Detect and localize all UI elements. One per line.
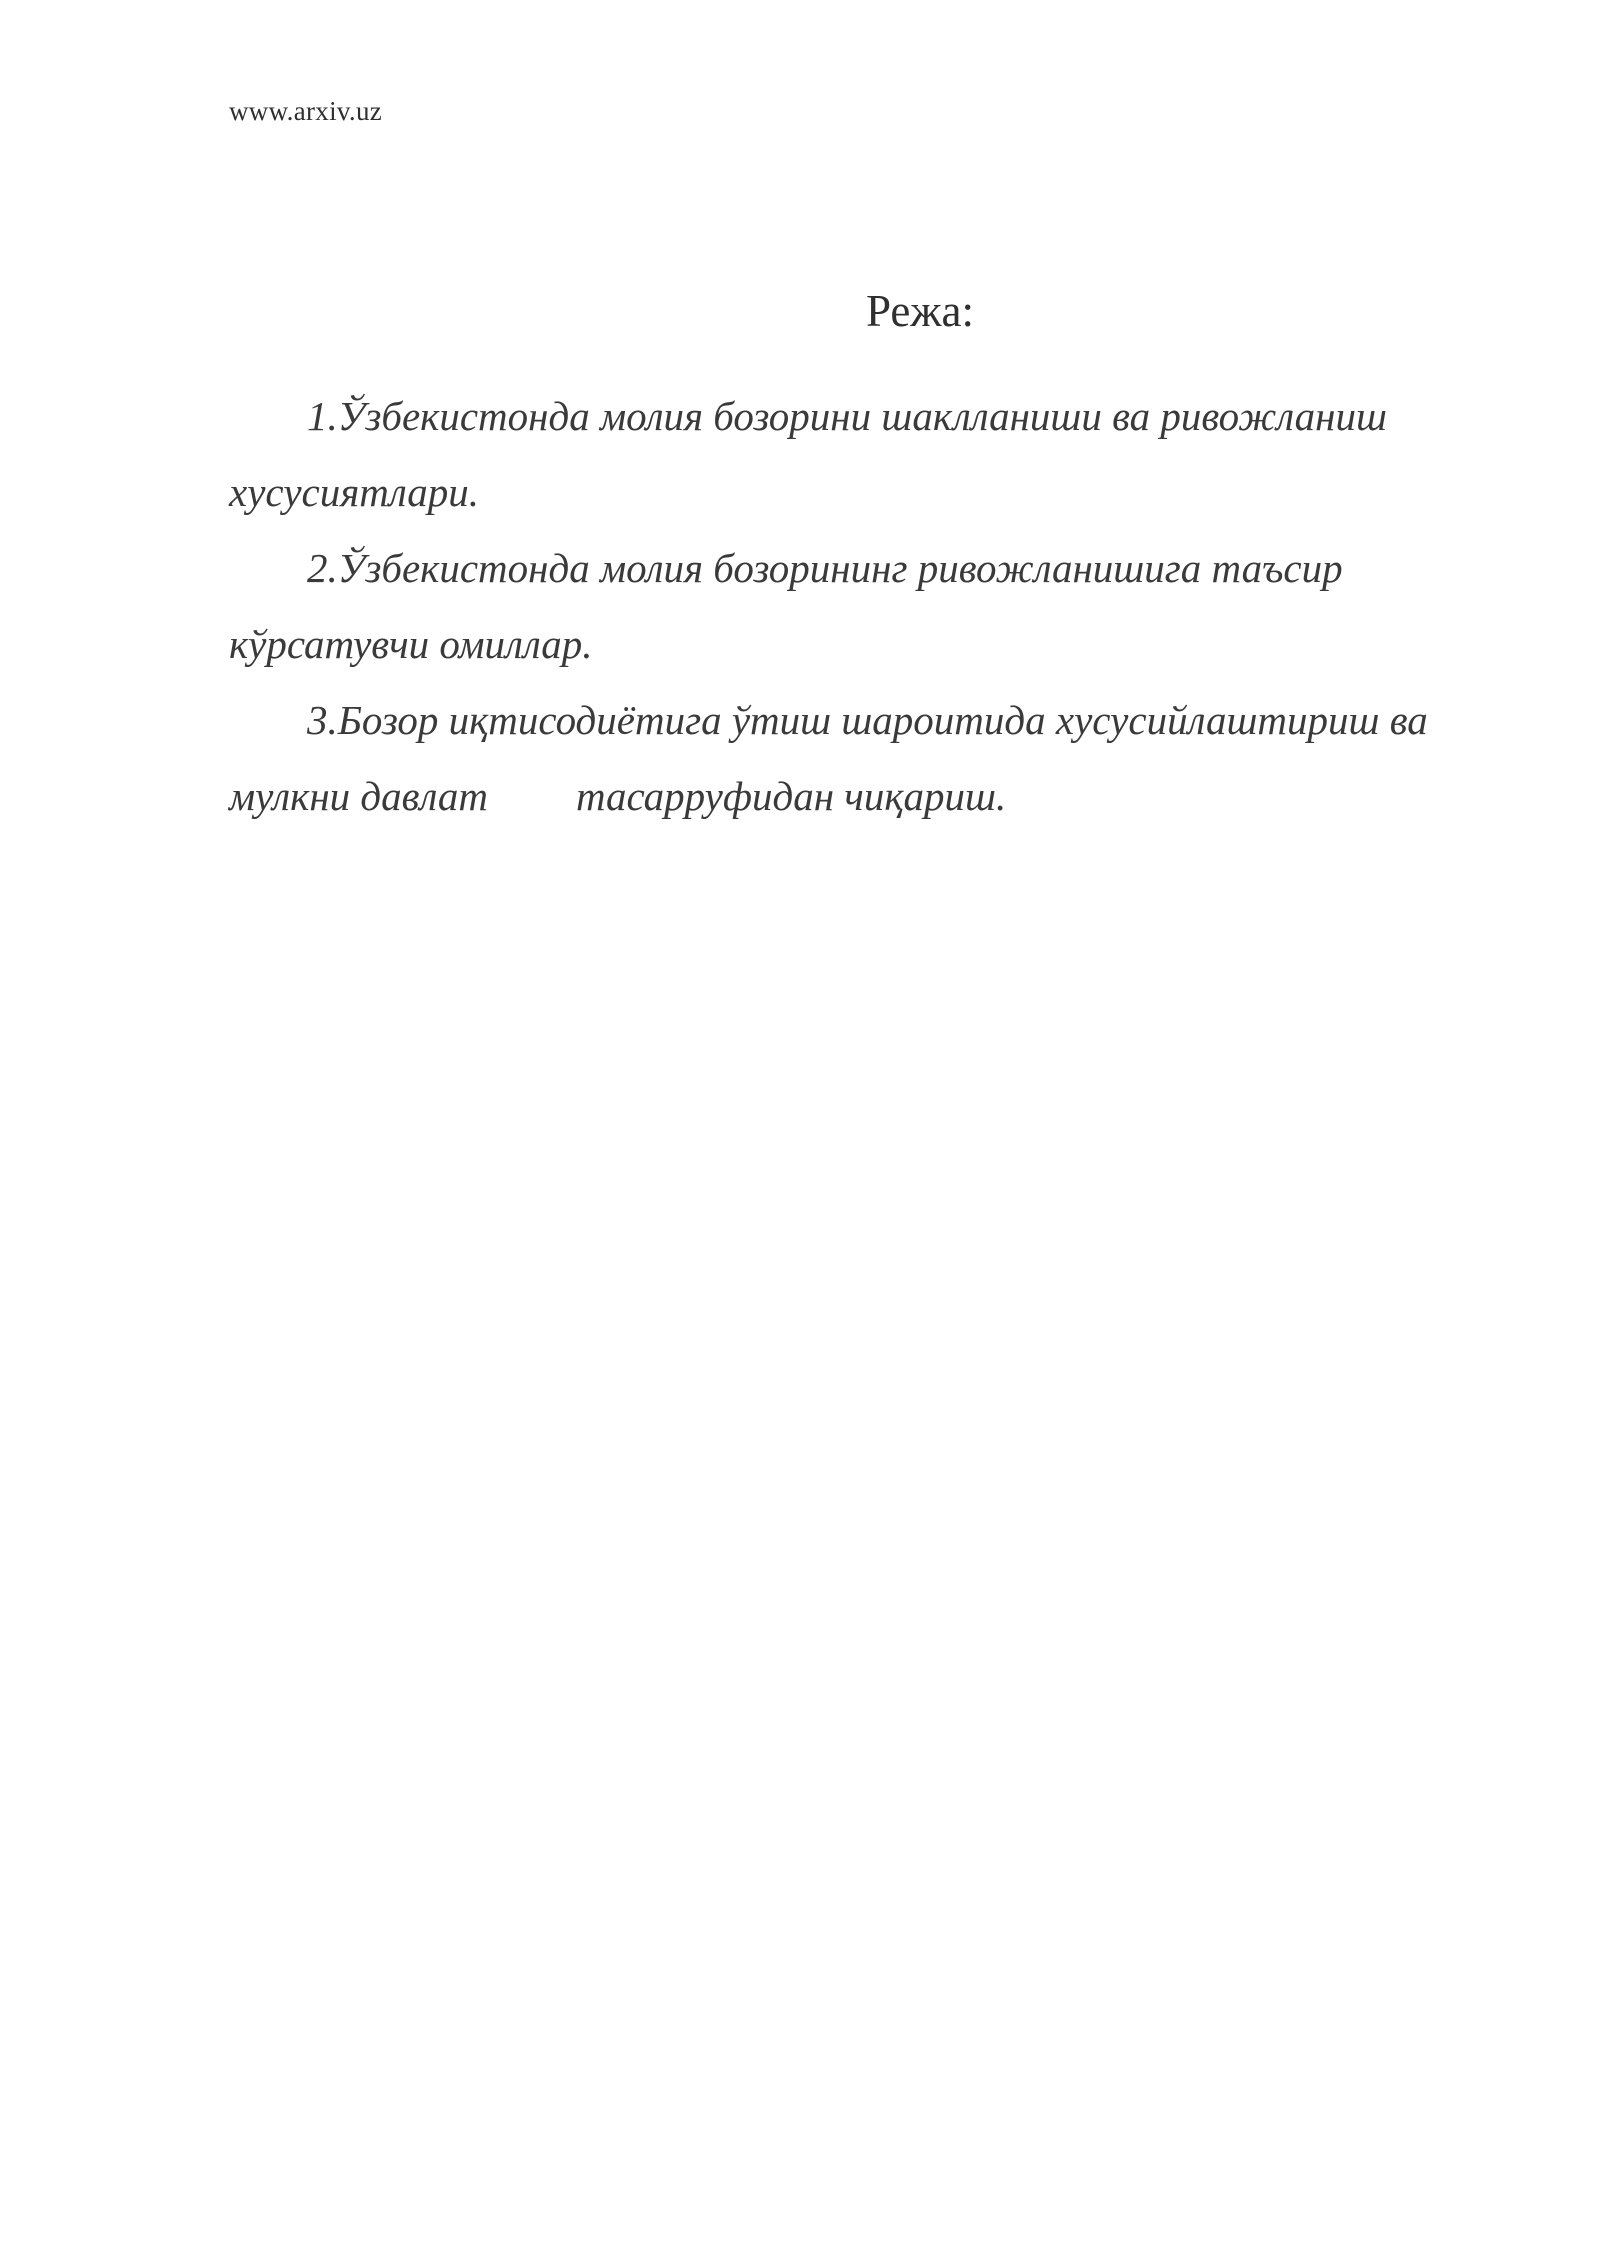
plan-item-1: 1.Ўзбекистонда молия бозорини шаклланиши ва ривожланиш хусусиятлари. xyxy=(229,393,1387,515)
plan-item-2: 2.Ўзбекистонда молия бозорининг ривожланишига таъсир кўрсатувчи омиллар. xyxy=(229,545,1343,667)
plan-item-3-part2: тасарруфидан чиқариш. xyxy=(575,773,1007,819)
plan-title: Режа: xyxy=(866,286,974,336)
plan-list xyxy=(229,378,1489,834)
site-url: www.arxiv.uz xyxy=(229,96,383,126)
plan-item-3-part1: 3.Бозор иқтисодиётига ўтиш шароитида хусусийлаштириш ва мулкни давлат xyxy=(229,697,1428,819)
plan-item-3 xyxy=(229,682,1489,834)
